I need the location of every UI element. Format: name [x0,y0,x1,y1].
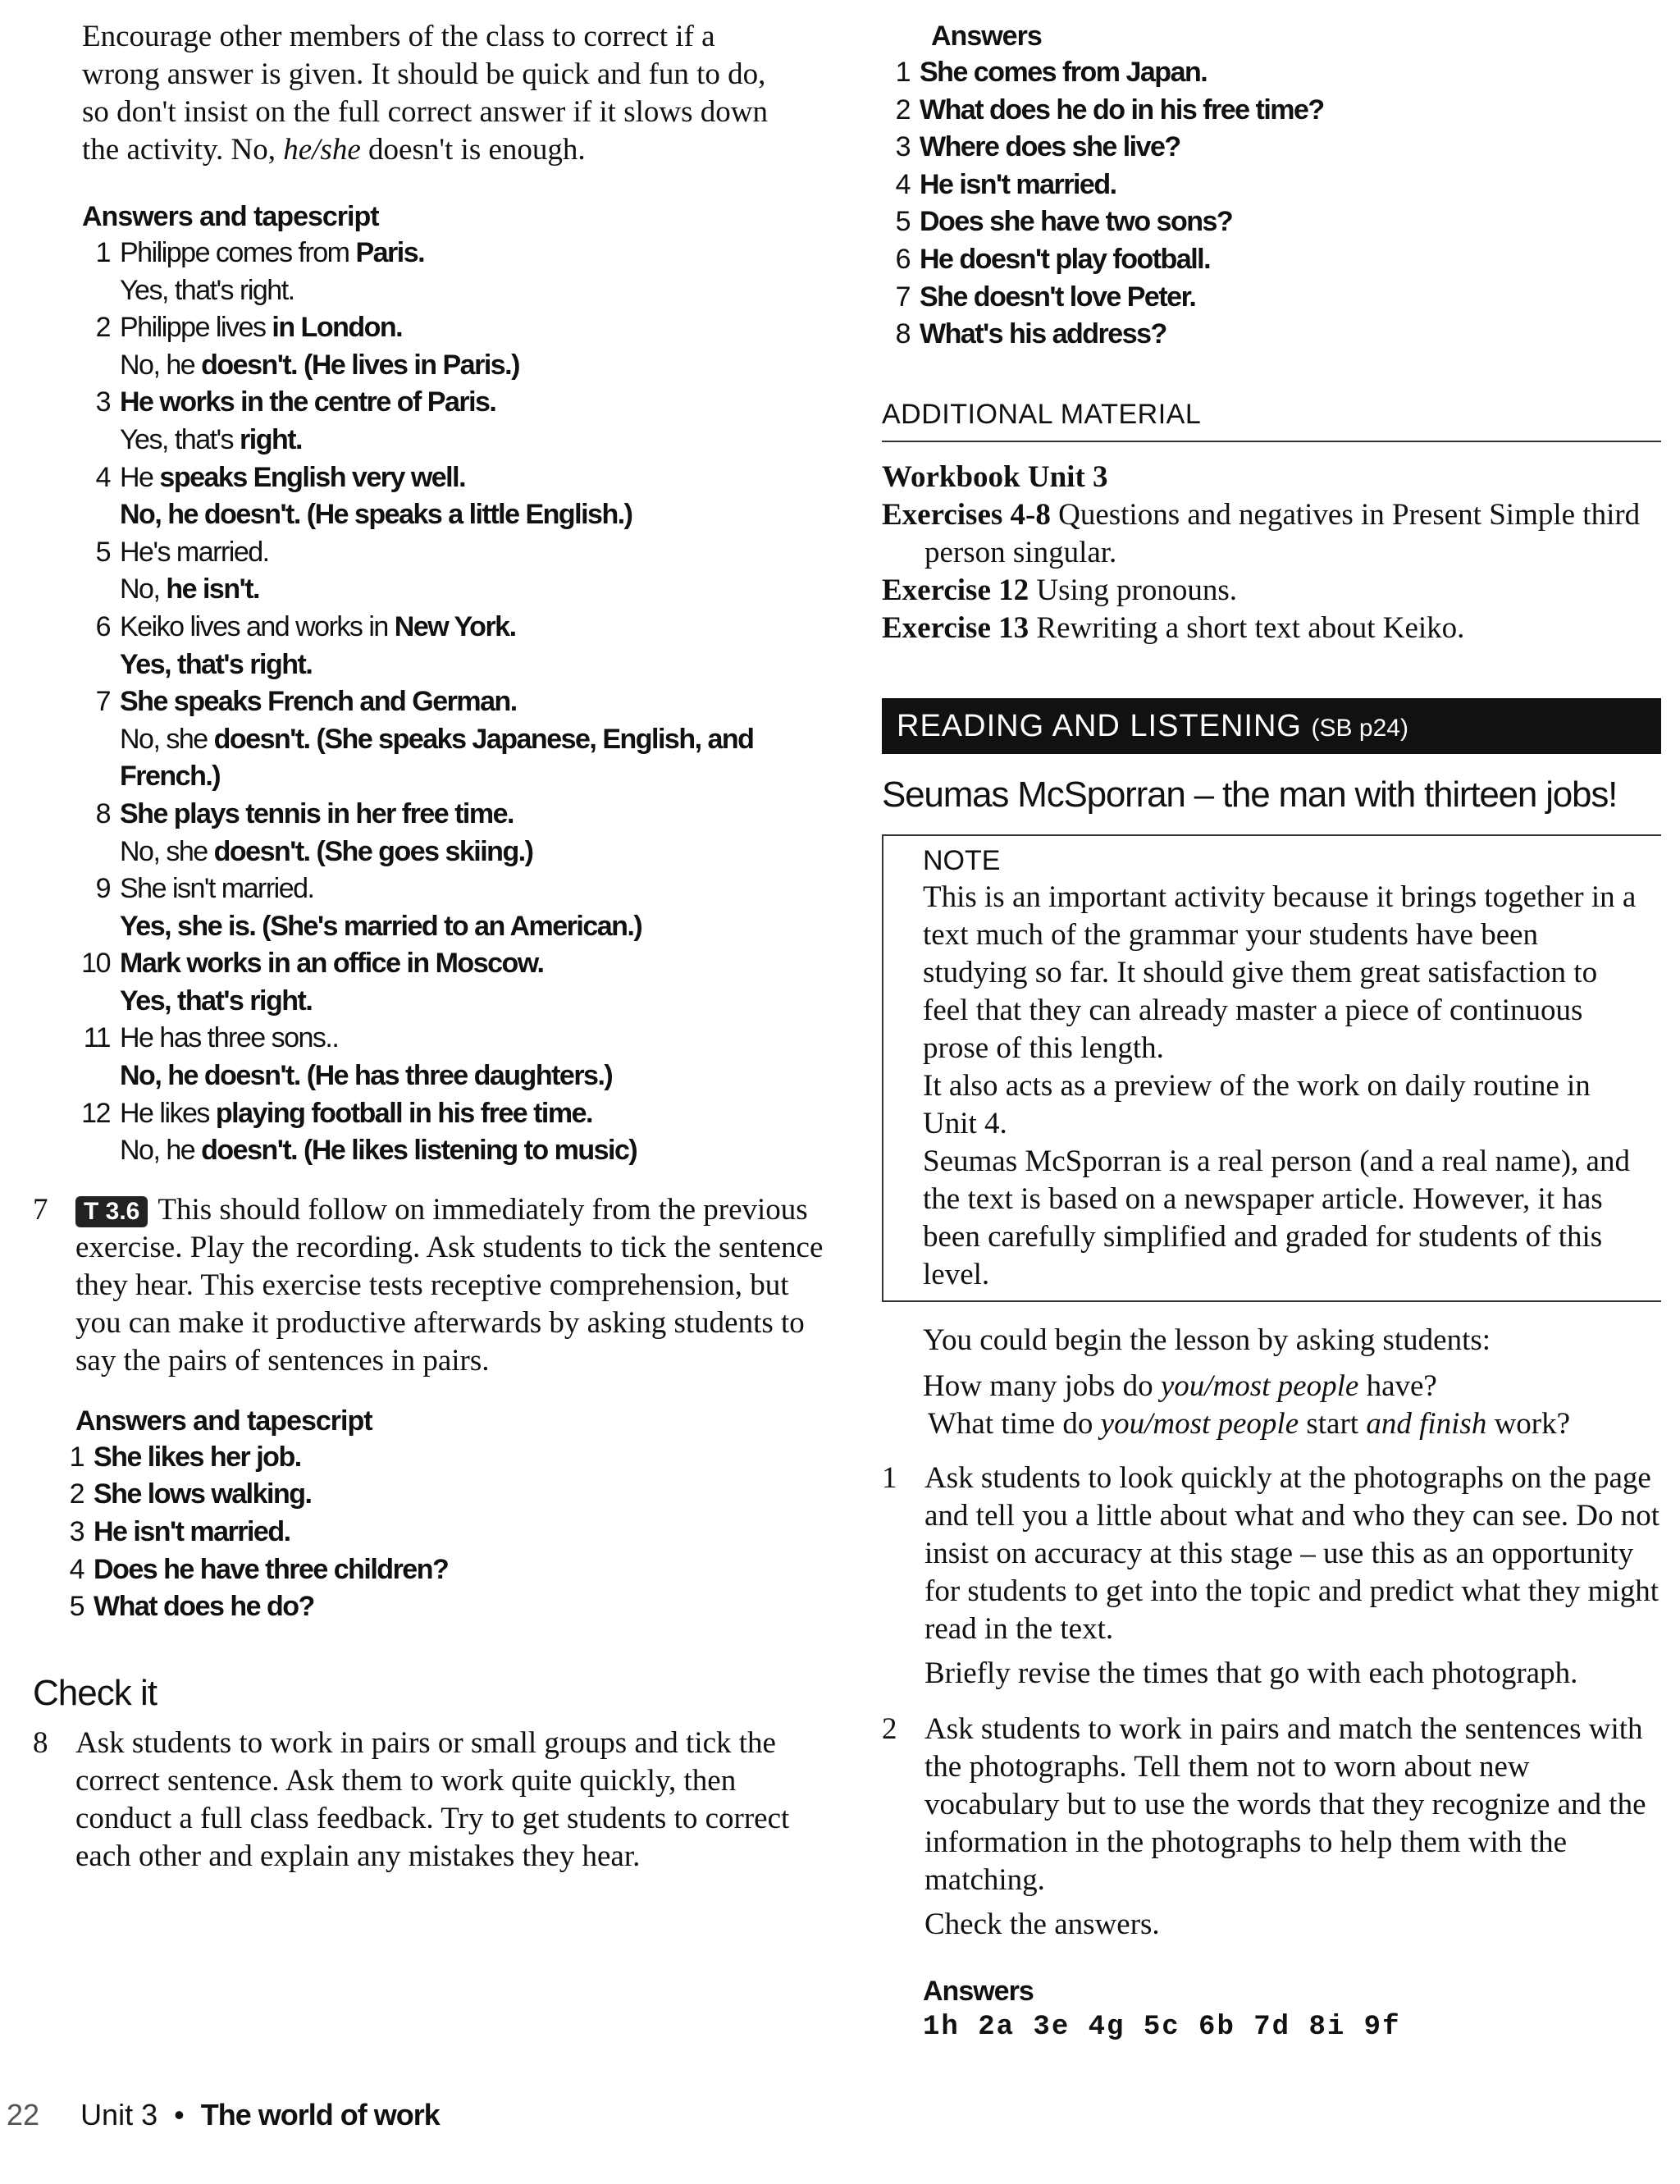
answer-response: Yes, that's right. [120,423,302,455]
answer-item: 5 Does she have two sons? [895,206,1233,238]
answer-item: 4 He isn't married. [895,168,1116,200]
exercise-2: 2 Ask students to work in pairs and match the sentences with the photographs. Tell them not to worn about new vocabulary but to use the words that they recognize and the information in the photographs to help them with the matching. Check the answers. [882,1711,1646,1941]
footer-separator: • [174,2098,185,2131]
page-footer [7,2096,440,2134]
answer-response: No, he isn't. [120,573,259,605]
final-answers: 1h 2a 3e 4g 5c 6b 7d 8i 9f [923,2011,1401,2043]
final-answers-heading: Answers [923,1975,1034,2007]
answer-item: 10 Mark works in an office in Moscow. [81,948,544,980]
additional-material-heading: ADDITIONAL MATERIAL [882,398,1202,430]
answer-item: 5 He's married. [95,536,269,568]
answer-item: 7 She speaks French and German. [95,686,517,718]
workbook-exercise: Exercises 4-8 Questions and negatives in Present Simple third person singular. [882,497,1641,569]
exercise-7: 7 T 3.6 This should follow on immediately from the previous exercise. Play the recording. Ask students to tick the sentence they hear. This exercise tests receptive comprehension, but you can make it productive afterwards by asking students to say the pairs of sentences in pairs. [33,1192,824,1378]
answer-item: 5 What does he do? [69,1591,314,1623]
left-column [33,18,837,1876]
note-title: NOTE [923,844,1001,876]
answer-item: 8 What's his address? [895,318,1166,350]
answers-list-2 [33,1439,837,1626]
unit-title: The world of work [200,2098,440,2131]
answer-item: 2 Philippe lives in London. [95,312,403,344]
reading-listening-banner: READING AND LISTENING (SB p24) [882,698,1661,754]
begin-lesson-text: You could begin the lesson by asking students: [923,1323,1491,1357]
answer-item: 9 She isn't married. [95,873,314,905]
reading-title: Seumas McSporran – the man with thirteen jobs! [882,774,1618,815]
workbook-exercise: Exercise 13 Rewriting a short text about Keiko. [882,610,1465,645]
answer-response: No, she doesn't. (She goes skiing.) [120,835,533,867]
answer-response: No, he doesn't. (He likes listening to music) [120,1135,637,1167]
note-box [882,834,1661,1302]
answer-item: 4 He speaks English very well. [95,461,466,493]
answer-item: 6 He doesn't play football. [895,243,1211,275]
exercise-8: 8 Ask students to work in pairs or small groups and tick the correct sentence. Ask them to work quite quickly, then conduct a full class feedback. Try to get students to correct each other and explain any mistakes they hear. [33,1725,790,1873]
answer-item: 3 Where does she live? [895,131,1180,163]
workbook-exercise-list [882,496,1661,647]
question-1: How many jobs do you/most people have? [923,1368,1437,1403]
question-2: What time do you/most people start and finish work? [928,1406,1571,1441]
page-number: 22 [7,2098,40,2131]
answer-response: Yes, she is. (She's married to an American.) [120,910,642,942]
answer-item: 1 She comes from Japan. [895,57,1208,88]
answer-item: 11 He has three sons.. [83,1022,339,1054]
answer-response: No, he doesn't. (He speaks a little English.) [120,499,632,531]
answers-list-1 [33,235,837,1170]
answer-item: 12 He likes playing football in his free time. [81,1097,592,1129]
answer-response: No, he doesn't. (He has three daughters.) [120,1060,613,1092]
tapescript-tag: T 3.6 [75,1196,148,1227]
answer-item: 2 She lows walking. [69,1478,312,1510]
note-paragraph-3: Seumas McSporran is a real person (and a real name), and the text is based on a newspaper article. However, it has been carefully simplified and graded for students of this level. [923,1144,1630,1291]
workbook-title: Workbook Unit 3 [882,459,1108,494]
answer-item: 7 She doesn't love Peter. [895,281,1196,313]
workbook-block [882,459,1661,647]
answer-item: 1 She likes her job. [69,1441,301,1473]
answer-item: 6 Keiko lives and works in New York. [95,610,516,642]
exercise-1: 1 Ask students to look quickly at the photographs on the page and tell you a little about what and who they can see. Do not insist on accuracy at this stage – use this as an opportunity for students to get into the topic and predict what they might read in the text. Briefly revise the times that go with each photograph. [882,1460,1659,1690]
unit-label: Unit 3 [80,2098,158,2131]
answer-response: No, he doesn't. (He lives in Paris.) [120,349,519,381]
answer-item: 2 What does he do in his free time? [895,94,1324,126]
right-column [882,18,1661,2045]
check-it-heading: Check it [33,1672,157,1713]
workbook-exercise: Exercise 12 Using pronouns. [882,573,1238,607]
answer-response: No, she doesn't. (She speaks Japanese, English, and French.) [120,723,754,793]
answers-tapescript-heading-2: Answers and tapescript [75,1405,372,1437]
answer-item: 3 He isn't married. [69,1516,290,1548]
answers-heading: Answers [931,21,1042,52]
answers-list-3 [882,54,1661,354]
note-paragraph-1: This is an important activity because it brings together in a text much of the grammar your students have been studying so far. It should give them great satisfaction to feel that they can already master a piece of continuous prose of this length. [923,880,1637,1065]
answer-item: 1 Philippe comes from Paris. [95,237,425,268]
intro-paragraph: Encourage other members of the class to correct if a wrong answer is given. It should be quick and fun to do, so don't insist on the full correct answer if it slows down the activity. No, he/she doesn't is enough. [82,20,768,167]
note-paragraph-2: It also acts as a preview of the work on daily routine in Unit 4. [923,1068,1591,1140]
answer-response: Yes, that's right. [120,274,294,306]
answer-item: 8 She plays tennis in her free time. [95,797,514,829]
answer-response: Yes, that's right. [120,985,313,1017]
answer-item: 3 He works in the centre of Paris. [95,386,496,418]
answer-item: 4 Does he have three children? [69,1553,449,1585]
answer-response: Yes, that's right. [120,648,313,680]
answers-tapescript-heading: Answers and tapescript [82,201,379,232]
